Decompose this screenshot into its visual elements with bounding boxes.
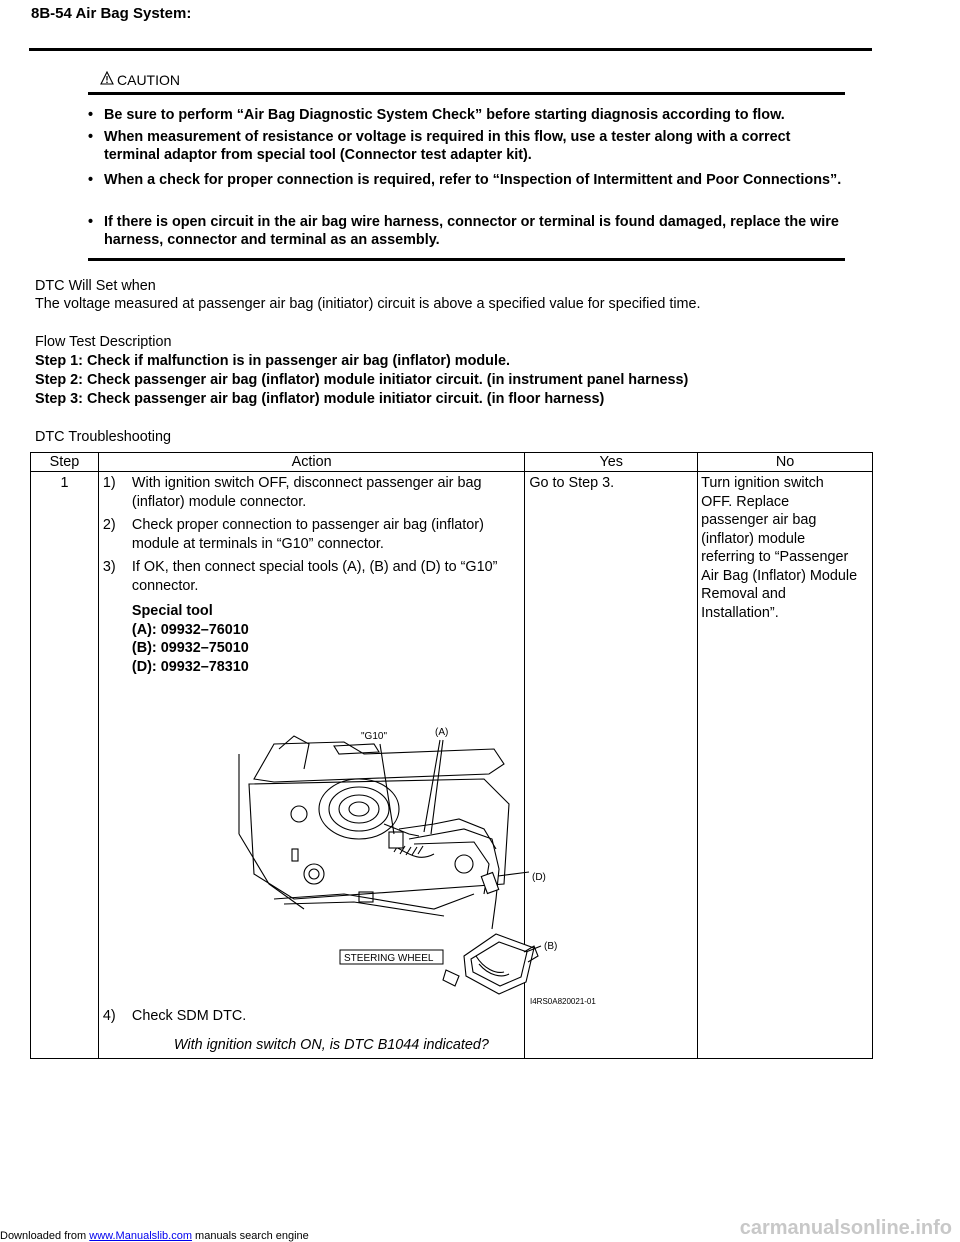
figure-label-d: (D) bbox=[531, 872, 546, 883]
page-title: 8B-54 Air Bag System: bbox=[31, 5, 192, 22]
no-cell: Turn ignition switch OFF. Replace passenger air bag (inflator) module referring to “Passenger Air Bag (Inflator) Module Removal and Installation”. bbox=[698, 472, 873, 1059]
connector-illustration bbox=[234, 724, 624, 1006]
flow-step: Step 2: Check passenger air bag (inflator) module initiator circuit. (in instrument panel harness) bbox=[35, 372, 689, 388]
figure-code: I4RS0A820021-01 bbox=[529, 997, 596, 1006]
table-header-row bbox=[31, 453, 873, 472]
tool-item: (D): 09932–78310 bbox=[131, 658, 249, 675]
caution-top-divider bbox=[88, 92, 845, 95]
tool-item: (B): 09932–75010 bbox=[131, 640, 249, 656]
figure-label-g10: "G10" bbox=[360, 731, 387, 742]
warning-triangle-icon bbox=[100, 71, 114, 85]
action-item: 1) With ignition switch OFF, disconnect passenger air bag (inflator) module connector. bbox=[102, 475, 482, 510]
action-item: 2) Check proper connection to passenger air bag (inflator) module at terminals in “G10” connector. bbox=[102, 517, 484, 552]
action-item: 4) Check SDM DTC. bbox=[102, 1008, 247, 1024]
tool-item: (A): 09932–76010 bbox=[131, 621, 249, 638]
figure-label-steering-wheel: STEERING WHEEL bbox=[343, 953, 434, 964]
caution-bottom-divider bbox=[88, 258, 845, 261]
col-header-yes: Yes bbox=[525, 453, 698, 472]
troubleshooting-heading: DTC Troubleshooting bbox=[35, 429, 171, 445]
watermark: carmanualsonline.info bbox=[739, 1217, 952, 1239]
col-header-step: Step bbox=[31, 453, 99, 472]
download-footer: Downloaded from www.Manualslib.com manuals search engine bbox=[0, 1230, 309, 1242]
figure-label-b: (B) bbox=[543, 941, 558, 952]
special-tool-label: Special tool bbox=[131, 603, 213, 619]
caution-label: CAUTION bbox=[117, 72, 180, 88]
dtc-set-text: The voltage measured at passenger air bag (initiator) circuit is above a specified value for specified time. bbox=[35, 296, 701, 312]
dtc-set-heading: DTC Will Set when bbox=[35, 278, 156, 294]
figure-label-a: (A) bbox=[434, 727, 449, 738]
yes-cell: Go to Step 3. bbox=[525, 472, 698, 1059]
manualslib-link[interactable]: www.Manualslib.com bbox=[89, 1230, 192, 1242]
col-header-no: No bbox=[698, 453, 873, 472]
flow-step: Step 1: Check if malfunction is in passenger air bag (inflator) module. bbox=[35, 353, 510, 369]
action-item: 3) If OK, then connect special tools (A), (B) and (D) to “G10” connector. bbox=[102, 559, 498, 594]
troubleshooting-table bbox=[30, 452, 873, 1059]
table-row bbox=[31, 472, 873, 1059]
step-number: 1 bbox=[31, 472, 99, 1059]
flow-heading: Flow Test Description bbox=[35, 334, 172, 350]
flow-step: Step 3: Check passenger air bag (inflator) module initiator circuit. (in floor harness) bbox=[35, 391, 605, 407]
action-question: With ignition switch ON, is DTC B1044 indicated? bbox=[173, 1037, 489, 1053]
header-divider bbox=[29, 48, 872, 51]
col-header-action: Action bbox=[98, 453, 524, 472]
